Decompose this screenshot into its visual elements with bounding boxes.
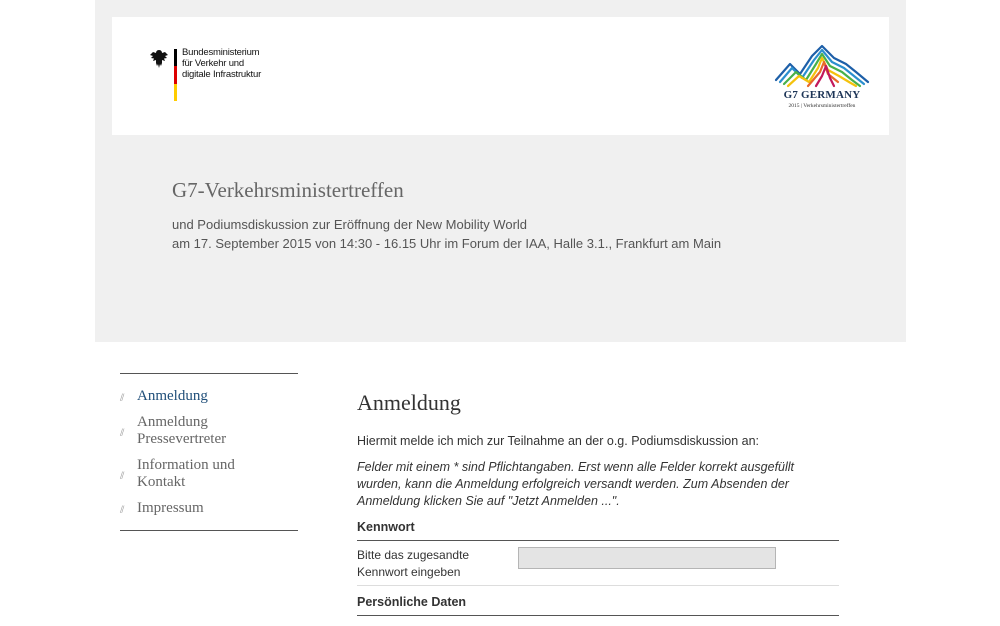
nav-item-information-kontakt[interactable] — [120, 457, 255, 491]
g7-logo-title: G7 GERMANY — [783, 89, 861, 101]
intro-text: Hiermit melde ich mich zur Teilnahme an der o.g. Podiumsdiskussion an: — [357, 434, 760, 448]
nav-item-label: Impressum — [137, 500, 204, 516]
nav-item-anmeldung-pressevertreter[interactable] — [120, 414, 240, 448]
password-row — [357, 541, 839, 586]
section-heading-personal-data: Persönliche Daten — [357, 595, 839, 616]
section-heading-password: Kennwort — [357, 520, 839, 541]
nav-item-label: Anmeldung Pressevertreter — [137, 414, 227, 447]
double-slash-icon: ⫽ — [120, 505, 125, 516]
nav-item-impressum[interactable] — [120, 500, 298, 517]
main-content — [357, 390, 839, 616]
event-subtitle — [172, 215, 721, 253]
ministry-name: Bundesministerium für Verkehr und digitale Infrastruktur — [182, 47, 262, 80]
double-slash-icon: ⫽ — [120, 393, 125, 404]
federal-eagle-icon — [149, 49, 169, 69]
page-title: Anmeldung — [357, 390, 461, 415]
event-subtitle-line-1: und Podiumsdiskussion zur Eröffnung der New Mobility World — [172, 217, 528, 232]
nav-item-anmeldung[interactable] — [120, 388, 298, 405]
ministry-logo[interactable] — [149, 47, 279, 103]
password-input[interactable] — [518, 547, 776, 569]
hero-banner — [95, 0, 906, 342]
sidebar-nav — [120, 373, 298, 531]
double-slash-icon: ⫽ — [120, 428, 125, 439]
g7-logo-subtitle: 2015 | Verkehrsministertreffen — [788, 103, 856, 109]
nav-item-label: Anmeldung — [137, 388, 208, 404]
double-slash-icon: ⫽ — [120, 471, 125, 482]
required-fields-note: Felder mit einem * sind Pflichtangaben. Erst wenn alle Felder korrekt ausgefüllt wurden, kann die Anmeldung erfolgreich versandt werden. Zum Absenden der Anmeldung klicken Sie auf "Jetzt Anmelden ...". — [357, 460, 795, 508]
password-label: Bitte das zugesandte Kennwort eingeben — [357, 548, 470, 579]
german-flag-bar — [174, 49, 177, 101]
g7-mountains-icon — [772, 42, 872, 88]
event-title: G7-Verkehrsministertreffen — [172, 178, 404, 202]
nav-item-label: Information und Kontakt — [137, 457, 235, 490]
g7-germany-logo[interactable] — [772, 42, 872, 112]
event-subtitle-line-2: am 17. September 2015 von 14:30 - 16.15 Uhr im Forum der IAA, Halle 3.1., Frankfurt am Main — [172, 236, 722, 251]
header-logo-bar — [112, 17, 889, 135]
